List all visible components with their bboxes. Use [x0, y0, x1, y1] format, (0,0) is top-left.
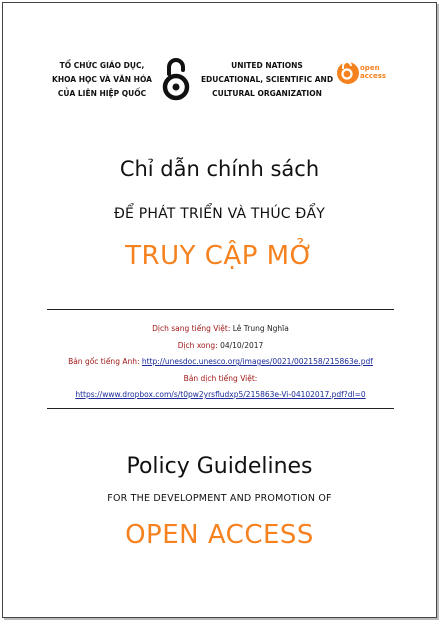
org-en-line-3: CULTURAL ORGANIZATION — [212, 89, 322, 98]
vi-translation-line — [43, 371, 398, 388]
title-english: Policy Guidelines — [126, 454, 313, 479]
original-line — [43, 354, 398, 371]
translator-label: Dịch sang tiếng Việt: — [152, 324, 231, 333]
subtitle-english: FOR THE DEVELOPMENT AND PROMOTION OF — [107, 493, 332, 504]
divider-bottom — [47, 408, 394, 409]
vi-translation-url-link[interactable]: https://www.dropbox.com/s/t0pw2yrsfludxp5/215863e-Vi-04102017.pdf?dl=0 — [75, 390, 366, 399]
open-access-logo-wordmark: open access — [360, 64, 387, 80]
divider-top — [47, 309, 394, 310]
translator-name: Lê Trung Nghĩa — [232, 324, 289, 333]
completed-date: 04/10/2017 — [220, 340, 264, 350]
translator-line — [43, 321, 398, 338]
title-vietnamese: Chỉ dẫn chính sách — [119, 157, 320, 181]
org-vi-line-3: CỦA LIÊN HIỆP QUỐC — [57, 89, 147, 98]
open-access-lock-icon — [162, 57, 190, 103]
unesco-name-vietnamese — [43, 59, 161, 101]
vi-translation-label: Bản dịch tiếng Việt: — [183, 373, 258, 383]
original-url-link[interactable]: http://unesdoc.unesco.org/images/0021/002158/215863e.pdf — [141, 357, 373, 366]
original-label: Bản gốc tiếng Anh: — [68, 357, 140, 366]
vi-url-line — [43, 387, 398, 404]
org-en-line-1: UNITED NATIONS — [231, 61, 303, 70]
subtitle-vietnamese: ĐỂ PHÁT TRIỂN VÀ THÚC ĐẨY — [113, 206, 326, 222]
org-vi-line-2: KHOA HỌC VÀ VĂN HÓA — [52, 75, 152, 84]
translation-info — [43, 321, 398, 404]
open-access-logo-icon — [336, 61, 360, 85]
unesco-name-english — [197, 59, 337, 101]
document-page — [2, 2, 437, 618]
org-en-line-2: EDUCATIONAL, SCIENTIFIC AND — [200, 75, 334, 84]
completed-line — [43, 338, 398, 355]
completed-label: Dịch xong: — [177, 340, 218, 350]
accent-title-vietnamese: TRUY CẬP MỞ — [125, 241, 314, 271]
org-vi-line-1: TỔ CHỨC GIÁO DỤC, — [59, 61, 145, 70]
accent-title-english: OPEN ACCESS — [125, 520, 314, 550]
